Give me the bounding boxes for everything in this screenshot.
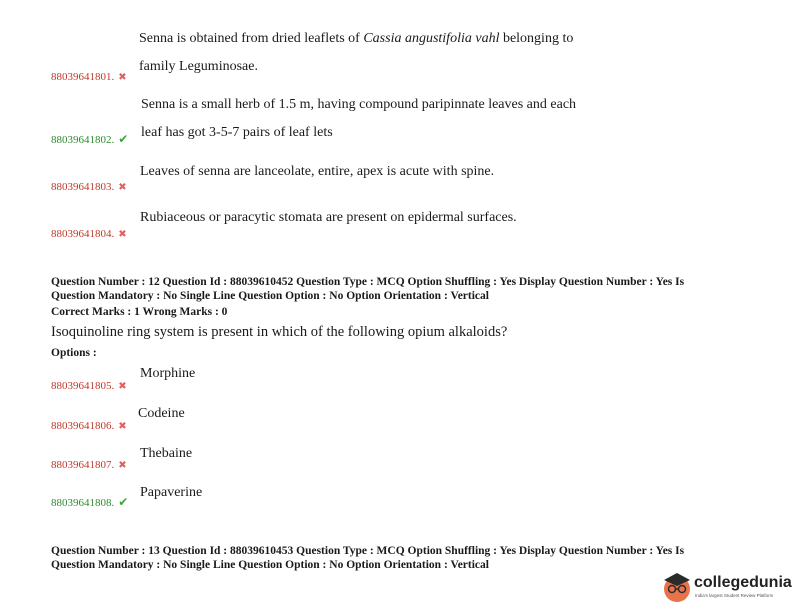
option-text-line: Senna is obtained from dried leaflets of Cassia angustifolia vahl belonging to (139, 31, 574, 46)
option-id: 88039641804. (51, 228, 115, 240)
option-id: 88039641805. (51, 380, 115, 392)
option-id-row (51, 416, 127, 434)
option-id-row (51, 130, 128, 148)
option-id: 88039641808. (51, 497, 115, 509)
option-text-line: family Leguminosae. (139, 59, 258, 74)
option-text: Morphine (140, 366, 196, 381)
option-text-line: Leaves of senna are lanceolate, entire, apex is acute with spine. (140, 164, 495, 179)
option-id: 88039641807. (51, 459, 115, 471)
option-text: Codeine (138, 406, 185, 421)
cross-icon: ✖ (118, 229, 127, 240)
cross-icon: ✖ (118, 460, 127, 471)
cross-icon: ✖ (118, 182, 127, 193)
option-id-row (51, 224, 127, 242)
logo-wordmark: collegedunia (694, 574, 792, 591)
question-meta-line: Question Number : 12 Question Id : 88039610452 Question Type : MCQ Option Shuffling : Yes Display Question Number : Yes Is (51, 276, 685, 288)
options-label: Options : (51, 347, 97, 359)
question-meta-line: Question Mandatory : No Single Line Question Option : No Option Orientation : Vertical (51, 290, 489, 302)
option-text-line: Senna is a small herb of 1.5 m, having compound paripinnate leaves and each (141, 97, 577, 112)
graduate-avatar-icon (660, 570, 694, 604)
check-icon: ✔ (118, 132, 129, 146)
check-icon: ✔ (118, 495, 129, 509)
question-text: Isoquinoline ring system is present in which of the following opium alkaloids? (51, 324, 508, 340)
option-id-row (51, 376, 127, 394)
option-text: Papaverine (140, 485, 203, 500)
cross-icon: ✖ (118, 421, 127, 432)
cross-icon: ✖ (118, 72, 127, 83)
question-meta-line: Question Mandatory : No Single Line Question Option : No Option Orientation : Vertical (51, 559, 489, 571)
logo-tagline: India's largest Student Review Platform (695, 593, 774, 598)
option-text-line: Rubiaceous or paracytic stomata are present on epidermal surfaces. (140, 210, 517, 225)
marks-line: Correct Marks : 1 Wrong Marks : 0 (51, 306, 228, 318)
option-text-line: leaf has got 3-5-7 pairs of leaf lets (141, 125, 333, 140)
option-id: 88039641803. (51, 181, 115, 193)
option-id: 88039641801. (51, 71, 115, 83)
option-id-row (51, 177, 127, 195)
option-text: Thebaine (140, 446, 193, 461)
option-id: 88039641806. (51, 420, 115, 432)
option-id: 88039641802. (51, 134, 115, 146)
option-id-row (51, 455, 127, 473)
italic-species-name: Cassia angustifolia vahl (363, 31, 500, 46)
option-id-row (51, 493, 128, 511)
question-meta-line: Question Number : 13 Question Id : 88039610453 Question Type : MCQ Option Shuffling : Yes Display Question Number : Yes Is (51, 545, 685, 557)
collegedunia-logo (658, 566, 790, 608)
cross-icon: ✖ (118, 381, 127, 392)
option-id-row (51, 67, 127, 85)
